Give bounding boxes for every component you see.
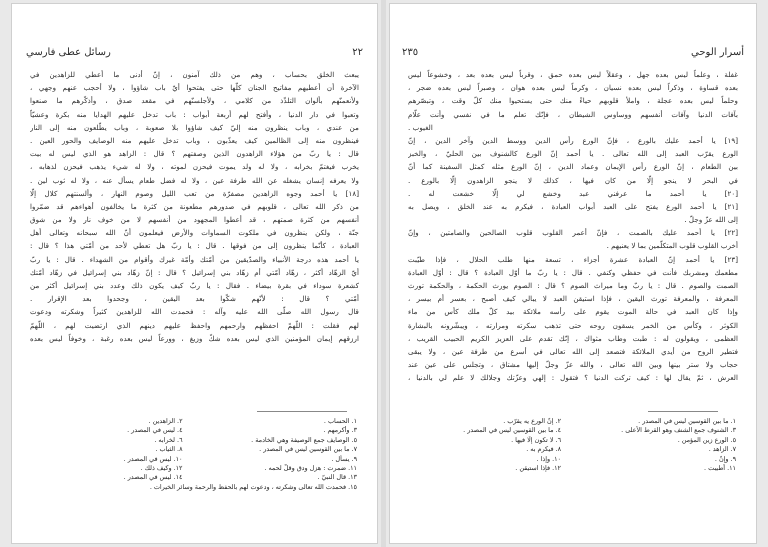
footnote: ٧. ما بين القوسين ليس في المصدر . <box>259 445 357 454</box>
footnote: ١٢. وكيف ذلك . <box>140 464 183 473</box>
footnote: ٤. ما بين القوسين ليس في المصدر . <box>463 426 561 435</box>
text-line: فينظرون منه إلى الظالمين كيف يعذّبون ، وباب تدخل عليهم منه الوصايف والحور العين . <box>30 135 359 145</box>
text-line: كشعرة سوداء في بقرة بيضاء . فقال : يا ربّ كيف يكون ذلك وعدد بني إسرائيل أكثر من <box>30 281 359 290</box>
text-line: يخرب فيغتمّ بخرابه ، ولا له ولد يموت فيحزن لموته ، ولا له شيء يذهب فيحزن لذهابه ، <box>30 162 359 172</box>
left-page <box>12 4 377 543</box>
text-line: بعده قساوة ، وذكراً ليس بعده نسيان ، وكرماً ليس بعده هوان ، وصبراً ليس بعده ضجر ، <box>408 83 738 93</box>
footnote: ٣. الشنوف جمع الشنف وهو القرط الأعلى . <box>621 426 736 435</box>
text-line: وتعبوا في دار الدنيا ، وأفتح لهم أربعة أبواب : باب تدخل عليهم الهدايا منه بكرة وعشيّاً <box>30 109 359 119</box>
gutter <box>381 0 386 547</box>
footnote: ١٢. فإذا استيقن . <box>515 464 561 473</box>
text-line: فتطير الروح من أيدي الملائكة فتصعد إلى الله تعالى في أسرع من طرفة عين ، ولا يبقى <box>408 346 738 356</box>
text-line: من عندي ، وباب ينظرون منه إليّ كيف شاؤوا بلا صعوبة ، وباب يطّلعون منه إلى النار <box>30 122 359 132</box>
footnote: ١٣. قال النبيّ . <box>317 473 357 482</box>
text-line: [٢٢] يا أحمد عليك بالصمت ، فإنّ أعمر القلوب قلوب الصالحين والصامتين ، وإنّ <box>408 228 738 238</box>
text-line: ارزقهم إيمان المؤمنين الذي ليس بعده شكّ وزيغ ، وورعاً ليس بعده رغبة ، وخوفاً ليس بعده <box>30 333 359 343</box>
text-line: أنفسهم من كثرة صمتهم ، قد أعطوا المجهود من أنفسهم لا من خوف نار ولا من شوق <box>30 215 359 225</box>
text-line: مطعمك ومشربك فأنت في حفظي وكنفي . قال : يا ربّ ما أوّل العبادة ؟ قال : أوّل العبادة <box>408 267 738 277</box>
text-line: ولأنعمنّهم بألوان التلذّذ من كلامي ، ولأجلسنّهم في مقعد صدق ، وأذكّرهم ما صنعوا <box>30 96 359 106</box>
footnote: ٧. الزاهد . <box>708 445 736 454</box>
footnote: ٤. ليس في المصدر . <box>127 426 183 435</box>
text-line: [١٨] يا أحمد وجوه الزاهدين مصفرّة من تعب الليل وصوم النهار ، وألسنتهم كلال إلّا <box>30 188 359 198</box>
footnote: ٥. الوصايف جمع الوصيفة وهي الخادمة . <box>251 435 357 444</box>
text-line: وإذا كان العبد في حالة الموت يقوم على رأسه ملائكة بيد كلّ ملك كأس من ماء <box>408 307 738 317</box>
right-page-body <box>408 68 738 398</box>
text-line: [٢١] يا أحمد الورع يفتح على العبد أبواب العبادة ، فيكرم به عند الخلق ، ويصل به <box>408 201 738 211</box>
footnote: ٦. لا تكون إلّا فيها . <box>511 435 561 444</box>
text-line: جنّة ، ولكن ينظرون في ملكوت السماوات والأرض فيعلمون أنّ الله سبحانه وتعالى أهل <box>30 228 359 238</box>
left-footnotes <box>32 417 357 492</box>
text-line: [١٩] يا أحمد عليك بالورع ، فإنّ الورع رأس الدين ووسط الدين وآخر الدين ، إنّ <box>408 135 738 145</box>
footnote: ٣. وأكرمهم . <box>323 426 357 435</box>
left-page-number: ٢٢ <box>352 47 363 58</box>
footnote: ١٤. ليس في المصدر . <box>123 473 183 482</box>
text-line: وحلماً ليس بعده عجلة ، واملأ قلوبهم حياءً منك حتى يستحيوا منك كلّ وقت ، وتبصّرهم <box>408 96 738 106</box>
right-footnotes <box>410 417 736 473</box>
right-page <box>390 4 756 543</box>
left-running-title: رسائل عطى فارسي <box>26 47 111 58</box>
text-line: قال رسول الله صلّى الله عليه وآله : فحمدت الله للزاهدين كثيراً وشكرته ودعوت <box>30 307 359 317</box>
footnote: ١١. ضمرت : هزل ودق وقلّ لحمه . <box>264 464 357 473</box>
footnote-rule <box>648 411 718 412</box>
footnote: ٥. الورع زين المؤمن . <box>677 435 736 444</box>
text-line: أخرب القلوب قلوب المتكلّمين بما لا يعنيهم . <box>606 241 738 251</box>
text-line: [٢٠] يا أحمد ما عرفني عبد وخشع لي إلّا خشعت له . <box>408 188 738 198</box>
text-line: العظمى ، ويقولون له : طبت وطاب مثواك ، إنّك تقدم على العزيز الكريم الحبيب القريب ، <box>408 333 738 343</box>
footnote: ٦. لخرابه . <box>154 435 183 444</box>
text-line: العرش ، ثمّ يقال لها : كيف تركت الدنيا ؟ فتقول : إلهي وعزّتك وجلالك لا علم لي بالدنيا ، <box>408 373 738 383</box>
left-page-header <box>12 46 377 60</box>
footnote: ٩. يسأل . <box>331 454 357 463</box>
text-line: الصمت والصوم . قال : يا ربّ وما ميراث الصوم ؟ قال : الصوم يورث الحكمة ، والحكمة تورث <box>408 281 738 290</box>
right-running-title: أسرار الوحي <box>691 47 744 58</box>
text-line: يبعث الخلق بحساب ، وهم من ذلك آمنون ، إنّ أدنى ما أعطي للزاهدين في <box>30 70 359 79</box>
right-page-header <box>390 46 756 60</box>
footnote: ٢. إنّ الورع يه يقرّب . <box>503 417 561 425</box>
text-line: غفلة ، وعلماً ليس بعده جهل ، وعقلاً ليس بعده حمق ، وقرباً ليس بعده بعد ، وخشوعاً ليس <box>408 70 738 79</box>
text-line: أيّ الزهّاد أكثر ، زهّاد أمّتي أم زهّاد بني إسرائيل ؟ قال : إنّ زهّاد بني إسرائيل في زهّاد أمّتك <box>30 267 359 277</box>
text-line: الكوثر ، وكأس من الخمر يسقون روحه حتى تذهب سكرته ومرارته ، ويبشّرونه بالبشارة <box>408 320 738 330</box>
footnote: ٨. فيكرم به . <box>526 445 561 454</box>
left-page-body <box>30 68 359 398</box>
text-line: الغيوب . <box>408 122 433 132</box>
text-line: ولا يعرفه إنسان يشغله عن الله طرفة عين ، ولا له فضل طعام يسأل عنه ، ولا له ثوب لين . <box>30 175 359 185</box>
footnote-rule <box>257 411 347 412</box>
footnote: ١١. أطيبت . <box>704 464 736 473</box>
text-line: من ذكر الله تعالى ، قلوبهم في صدورهم مطعونة من كثرة ما يخالفون أهواءهم قد ضمّروا <box>30 201 359 211</box>
text-line: إلى الله عزّ وجلّ . <box>684 215 738 225</box>
footnote: ٩. وإنّ . <box>714 454 736 463</box>
footnote: ١٠. وإذا . <box>536 454 561 463</box>
text-line: العبادة ، كأنّما ينظرون إلى من فوقها . قال : يا ربّ هل تعطي لأحد من أمّتي هذا ؟ قال : <box>30 241 359 251</box>
footnote: ١٥. فحمدت الله تعالى وشكرته ، ودعوت لهم بالحفظ والرحمة وسائر الخيرات . <box>149 482 357 491</box>
text-line: الورع يقرّب العبد إلى الله تعالى . يا أحمد إنّ الورع كالشنوف بين الحليّ ، والخبز <box>408 149 738 159</box>
text-line: المعرفة ، والمعرفة تورث اليقين ، فإذا استيقن العبد لا يبالي كيف أصبح ، بعسر أم بيسر ، <box>408 294 738 304</box>
text-line: يا أحمد هذه درجة الأنبياء والصدّيقين من أمّتك وأمّة غيرك وأقوام من الشهداء . قال : يا ربّ <box>30 254 359 264</box>
footnote: ١. الحساب . <box>323 417 357 425</box>
footnote: ٨. الثياب . <box>155 445 183 454</box>
text-line: لهم فقلت : اللّهمّ احفظهم وارحمهم واحفظ عليهم دينهم الذي ارتضيت لهم ، اللّهمّ <box>30 320 359 330</box>
text-line: حجاب ولا ستر بينها وبين الله تعالى ، والله عزّ وجلّ إليها مشتاق ، وتجلس على عين عند <box>408 360 738 370</box>
text-line: بآفات الدنيا وآفات أنفسهم ووساوس الشيطان ، فإنّك تعلم ما في نفسي وأنت علّام <box>408 109 738 119</box>
text-line: قال : يا ربّ من هؤلاء الزاهدون الذين وصفتهم ؟ قال : الزاهد هو الذي ليس له بيت <box>30 149 359 159</box>
footnote: ٢. الزاهدين . <box>148 417 183 425</box>
right-page-number: ٢٣٥ <box>402 47 419 58</box>
text-line: الآخرة أن أعطيهم مفاتيح الجنان كلّها حتى يفتحوا أيّ باب شاؤوا ، ولا أحجب عنهم وجهي ، <box>30 83 359 93</box>
text-line: بين الطعام ، إنّ الورع رأس الإيمان وعماد الدين ، إنّ الورع مثله كمثل السفينة كما أنّ <box>408 162 738 172</box>
footnote: ١٠. ليس في المصدر . <box>123 454 183 463</box>
text-line: [٢٣] يا أحمد إنّ العبادة عشرة أجزاء ، تسعة منها طلب الحلال ، فإذا طيّبت <box>408 254 738 264</box>
text-line: في البحر لا ينجو إلّا من كان فيها ، كذلك لا ينجو الزاهدون إلّا بالورع . <box>408 175 738 185</box>
footnote: ١. ما بين القوسين ليس في المصدر . <box>638 417 736 425</box>
text-line: أمّتي ؟ قال : لأنّهم شكّوا بعد اليقين ، وجحدوا بعد الإقرار . <box>30 294 359 304</box>
